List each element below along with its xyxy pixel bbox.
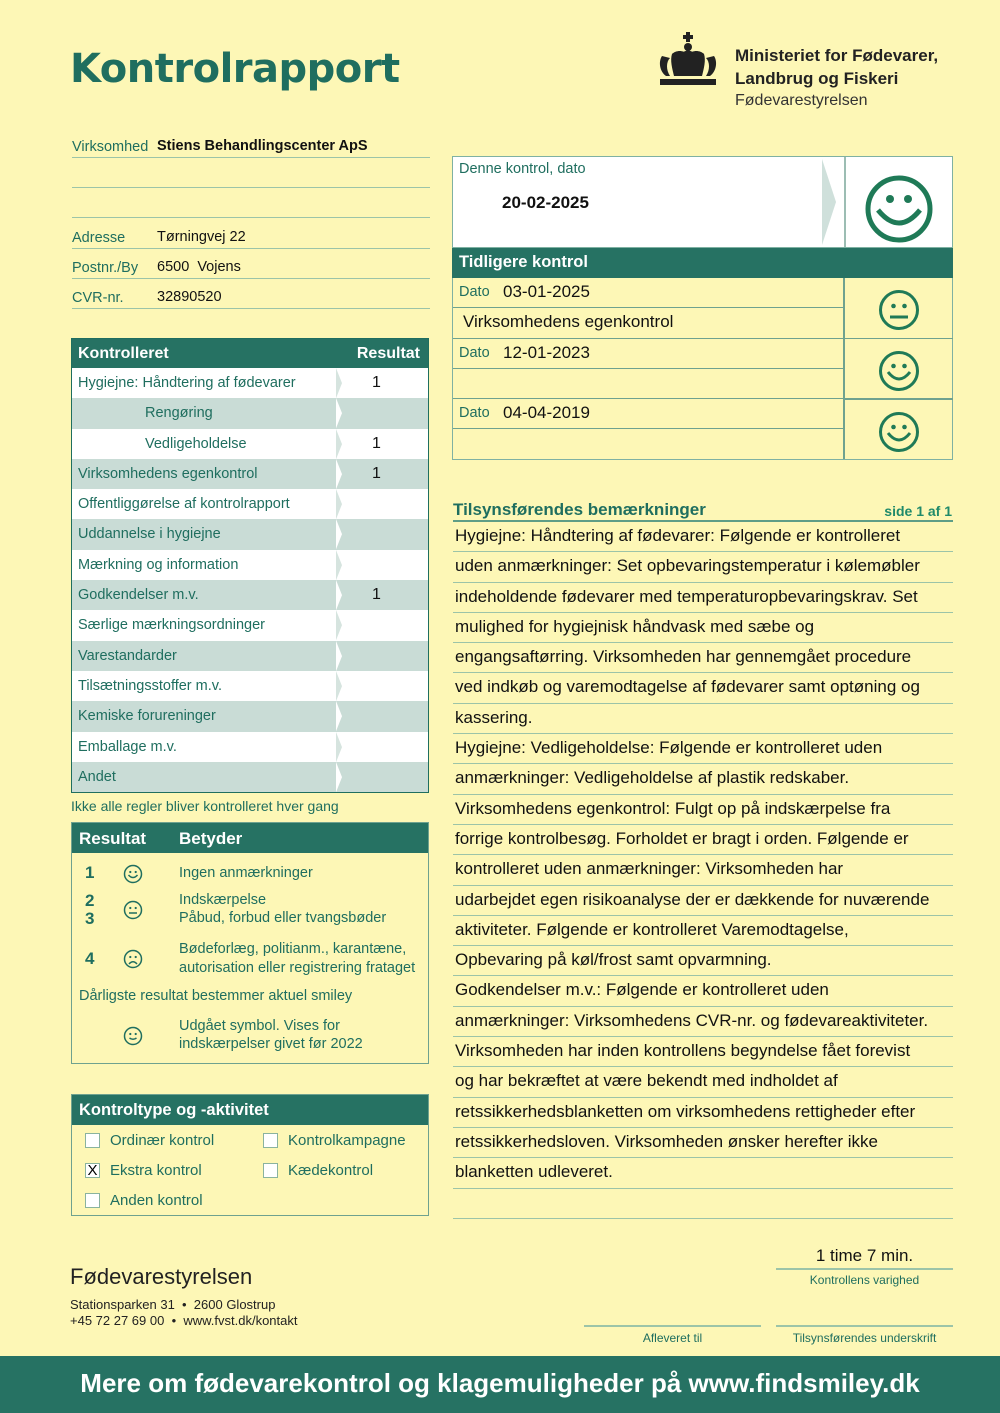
date-value: 03-01-2025: [503, 282, 590, 301]
duration-label: Kontrollens varighed: [809, 1273, 920, 1287]
row-label: Mærkning og information: [78, 556, 239, 573]
crown-icon: [656, 32, 720, 90]
remark-line: Hygiejne: Håndtering af fødevarer: Følgende er kontrolleret: [453, 522, 953, 552]
remark-line: engangsaftørring. Virksomheden har gennemgået procedure: [453, 643, 953, 673]
row-arrow-icon: [336, 580, 346, 610]
table-row: [72, 732, 428, 762]
table-row: [72, 550, 428, 580]
adresse-value: Tørningvej 22: [157, 229, 246, 245]
table-row: [72, 459, 428, 489]
row-label: Tilsætningsstoffer m.v.: [78, 677, 222, 694]
kontrolleret-table: [71, 338, 429, 793]
postnr-field: [72, 249, 430, 279]
duration-value: 1 time 7 min.: [815, 1246, 914, 1265]
previous-note-row: [453, 308, 843, 338]
date-value: 04-04-2019: [503, 403, 590, 423]
remark-line: retssikkerhedsloven. Virksomheden ønsker herefter ikke: [453, 1128, 953, 1158]
legend-num-2: 2: [85, 891, 95, 910]
blank-line: [72, 188, 430, 218]
table-row: [72, 398, 428, 428]
table-row: [72, 641, 428, 671]
checkbox-label: Ordinær kontrol: [110, 1132, 215, 1149]
remark-line: blanketten udleveret.: [453, 1158, 953, 1188]
checkbox-box-checked[interactable]: X: [85, 1163, 100, 1178]
previous-date-row: [453, 339, 843, 369]
page-title: Kontrolrapport: [70, 46, 400, 92]
row-arrow-icon: [336, 459, 346, 489]
remark-line: Virksomheden har inden kontrollens begyndelse fået forevist: [453, 1037, 953, 1067]
legend-header-resultat: Resultat: [79, 829, 147, 848]
smiley-happy-icon: [878, 411, 920, 453]
postnr-label: Postnr./By: [72, 260, 139, 276]
footer-agency-name: Fødevarestyrelsen: [70, 1264, 253, 1289]
legend-header: [72, 823, 428, 853]
table-row: [72, 580, 428, 610]
ministry-logo: [656, 32, 956, 112]
retired-text-2: indskærpelser givet før 2022: [179, 1036, 363, 1052]
divider: [844, 157, 846, 247]
previous-note-row: [453, 369, 843, 399]
row-label: Kemiske forureninger: [78, 708, 216, 725]
kontroltype-panel: [71, 1094, 429, 1216]
checkbox-kontrolkampagne[interactable]: [263, 1132, 406, 1149]
table-row: [72, 610, 428, 640]
previous-date-row: [453, 278, 843, 308]
current-control-date: 20-02-2025: [502, 193, 589, 212]
current-control-label: Denne kontrol, dato: [459, 161, 586, 177]
ministry-name-line1: Ministeriet for Fødevarer,: [735, 46, 939, 65]
remark-line: anmærkninger: Virksomhedens CVR-nr. og fødevareaktiviteter.: [453, 1007, 953, 1037]
row-label: Godkendelser m.v.: [78, 587, 199, 604]
table-row: [72, 671, 428, 701]
legend-text-4a: Bødeforlæg, politianm., karantæne,: [179, 941, 407, 957]
divider: [843, 338, 953, 340]
worst-result-note: Dårligste resultat bestemmer aktuel smiley: [79, 988, 353, 1004]
footer-address: [70, 1297, 298, 1329]
cvr-label: CVR-nr.: [72, 290, 124, 306]
checkbox-ekstra-kontrol[interactable]: [85, 1162, 202, 1179]
row-label: Rengøring: [145, 405, 213, 422]
checkbox-box[interactable]: [85, 1193, 100, 1208]
remark-line: kassering.: [453, 704, 953, 734]
table-row: [72, 368, 428, 398]
legend-text-4b: autorisation eller registrering frataget: [179, 960, 416, 976]
checkbox-box[interactable]: [263, 1133, 278, 1148]
adresse-label: Adresse: [72, 230, 126, 246]
row-arrow-icon: [336, 671, 346, 701]
kontroltype-header: Kontroltype og -aktivitet: [72, 1095, 428, 1125]
remark-line: anmærkninger: Vedligeholdelse af plastik redskaber.: [453, 764, 953, 794]
kontrolleret-note: Ikke alle regler bliver kontrolleret hver gang: [71, 798, 339, 814]
previous-control-header: Tidligere kontrol: [452, 248, 953, 278]
row-label: Vedligeholdelse: [145, 435, 247, 452]
row-label: Andet: [78, 768, 116, 785]
legend-header-betyder: Betyder: [179, 829, 243, 848]
row-result: 1: [372, 586, 381, 604]
smiley-small-happy-icon: [123, 1026, 143, 1046]
remark-line: indeholdende fødevarer med temperaturopbevaringskrav. Set: [453, 583, 953, 613]
delivered-to-line: [584, 1325, 761, 1327]
checkbox-anden-kontrol[interactable]: [85, 1192, 203, 1209]
legend-text-1: Ingen anmærkninger: [179, 865, 313, 881]
row-label: Hygiejne: Håndtering af fødevarer: [78, 375, 296, 391]
row-label: Uddannelse i hygiejne: [78, 526, 221, 543]
table-row: [72, 701, 428, 731]
row-arrow-icon: [336, 398, 346, 428]
remark-line: Virksomhedens egenkontrol: Fulgt op på indskærpelse fra: [453, 795, 953, 825]
cvr-value: 32890520: [157, 289, 222, 305]
signature-label: Tilsynsførendes underskrift: [792, 1331, 937, 1345]
ministry-name-line2: Landbrug og Fiskeri: [735, 69, 899, 88]
row-arrow-icon: [336, 368, 346, 398]
smiley-sad-icon: [123, 949, 143, 969]
row-result: 1: [372, 464, 381, 482]
smiley-happy-icon: [864, 174, 934, 244]
remark-line: aktiviteter. Følgende er kontrolleret Varemodtagelse,: [453, 916, 953, 946]
divider: [843, 398, 953, 400]
postnr-value: 6500 Vojens: [157, 259, 241, 275]
date-value: 12-01-2023: [503, 342, 590, 362]
findsmiley-banner: Mere om fødevarekontrol og klagemuligheder på www.findsmiley.dk: [0, 1356, 1000, 1413]
row-label: Offentliggørelse af kontrolrapport: [78, 496, 290, 513]
row-label: Virksomhedens egenkontrol: [78, 465, 258, 482]
kontrolleret-header: Kontrolleret: [78, 345, 169, 362]
remarks-title: Tilsynsførendes bemærkninger: [453, 500, 706, 519]
address-line-2: +45 72 27 69 00 • www.fvst.dk/kontakt: [70, 1313, 298, 1328]
table-row: [72, 762, 428, 792]
remark-line: Hygiejne: Vedligeholdelse: Følgende er kontrolleret uden: [453, 734, 953, 764]
row-arrow-icon: [336, 429, 346, 459]
divider: [843, 278, 845, 459]
legend-text-2: Indskærpelse: [179, 892, 267, 908]
remark-line: [453, 1189, 953, 1219]
legend-num-1: 1: [85, 863, 95, 882]
remark-line: mulighed for hygiejnisk håndvask med sæbe og: [453, 613, 953, 643]
previous-control-table: [452, 278, 953, 460]
previous-note-row: [453, 430, 843, 460]
smiley-neutral-icon: [123, 900, 143, 920]
page-indicator: side 1 af 1: [884, 503, 952, 519]
smiley-happy-icon: [123, 864, 143, 884]
checkbox-box[interactable]: [85, 1133, 100, 1148]
table-row: [72, 519, 428, 549]
checkbox-ordinaer-kontrol[interactable]: [85, 1132, 214, 1149]
current-control-box: [452, 156, 953, 248]
row-label: Emballage m.v.: [78, 738, 177, 755]
date-label: Dato: [459, 344, 490, 361]
row-label: Varestandarder: [78, 647, 177, 664]
virksomhed-field: [72, 128, 430, 158]
row-arrow-icon: [336, 732, 346, 762]
remark-line: retssikkerhedsblanketten om virksomhedens rettigheder efter: [453, 1098, 953, 1128]
row-arrow-icon: [336, 550, 346, 580]
cvr-field: [72, 279, 430, 309]
remark-line: udarbejdet egen risikoanalyse der er dækkende for nuværende: [453, 886, 953, 916]
remark-line: forrige kontrolbesøg. Forholdet er bragt i orden. Følgende er: [453, 825, 953, 855]
remark-line: uden anmærkninger: Set opbevaringstemperatur i kølemøbler: [453, 552, 953, 582]
row-result: 1: [372, 374, 381, 391]
remark-line: kontrolleret uden anmærkninger: Virksomheden har: [453, 855, 953, 885]
previous-note: Virksomhedens egenkontrol: [463, 312, 674, 332]
smiley-neutral-icon: [878, 289, 920, 331]
row-arrow-icon: [336, 519, 346, 549]
chevron-right-icon: [822, 159, 844, 245]
address-line-1: Stationsparken 31 • 2600 Glostrup: [70, 1297, 276, 1312]
remarks-lines: [453, 522, 953, 1219]
legend-num-4: 4: [85, 949, 95, 968]
adresse-field: [72, 219, 430, 249]
table-header: [72, 339, 428, 368]
row-arrow-icon: [336, 762, 346, 792]
smiley-happy-icon: [878, 350, 920, 392]
result-legend: [71, 822, 429, 1064]
legend-text-3: Påbud, forbud eller tvangsbøder: [179, 910, 387, 926]
checkbox-label: Anden kontrol: [110, 1192, 203, 1209]
row-arrow-icon: [336, 701, 346, 731]
blank-line: [72, 158, 430, 188]
date-label: Dato: [459, 405, 490, 422]
virksomhed-value: Stiens Behandlingscenter ApS: [157, 138, 368, 154]
checkbox-label: Kædekontrol: [288, 1162, 374, 1179]
table-row: [72, 429, 428, 459]
row-result: 1: [372, 434, 381, 452]
retired-text-1: Udgået symbol. Vises for: [179, 1018, 340, 1034]
remark-line: Godkendelser m.v.: Følgende er kontrolleret uden: [453, 976, 953, 1006]
divider: [776, 1268, 953, 1270]
date-label: Dato: [459, 284, 490, 300]
remark-line: Opbevaring på køl/frost samt opvarmning.: [453, 946, 953, 976]
row-label: Særlige mærkningsordninger: [78, 617, 265, 634]
row-arrow-icon: [336, 641, 346, 671]
previous-date-row: [453, 399, 843, 429]
remark-line: ved indkøb og varemodtagelse af fødevarer samt optøning og: [453, 673, 953, 703]
table-row: [72, 489, 428, 519]
signature-line: [776, 1325, 953, 1327]
resultat-header: Resultat: [356, 345, 420, 362]
agency-name: Fødevarestyrelsen: [735, 92, 868, 109]
row-arrow-icon: [336, 610, 346, 640]
remark-line: og har bekræftet at være bekendt med indholdet af: [453, 1067, 953, 1097]
checkbox-box[interactable]: [263, 1163, 278, 1178]
delivered-to-label: Afleveret til: [642, 1331, 703, 1345]
checkbox-label: Ekstra kontrol: [110, 1162, 202, 1179]
row-arrow-icon: [336, 489, 346, 519]
checkbox-label: Kontrolkampagne: [288, 1132, 406, 1149]
checkbox-kaedekontrol[interactable]: [263, 1162, 373, 1179]
virksomhed-label: Virksomhed: [72, 139, 149, 155]
legend-num-3: 3: [85, 909, 95, 928]
